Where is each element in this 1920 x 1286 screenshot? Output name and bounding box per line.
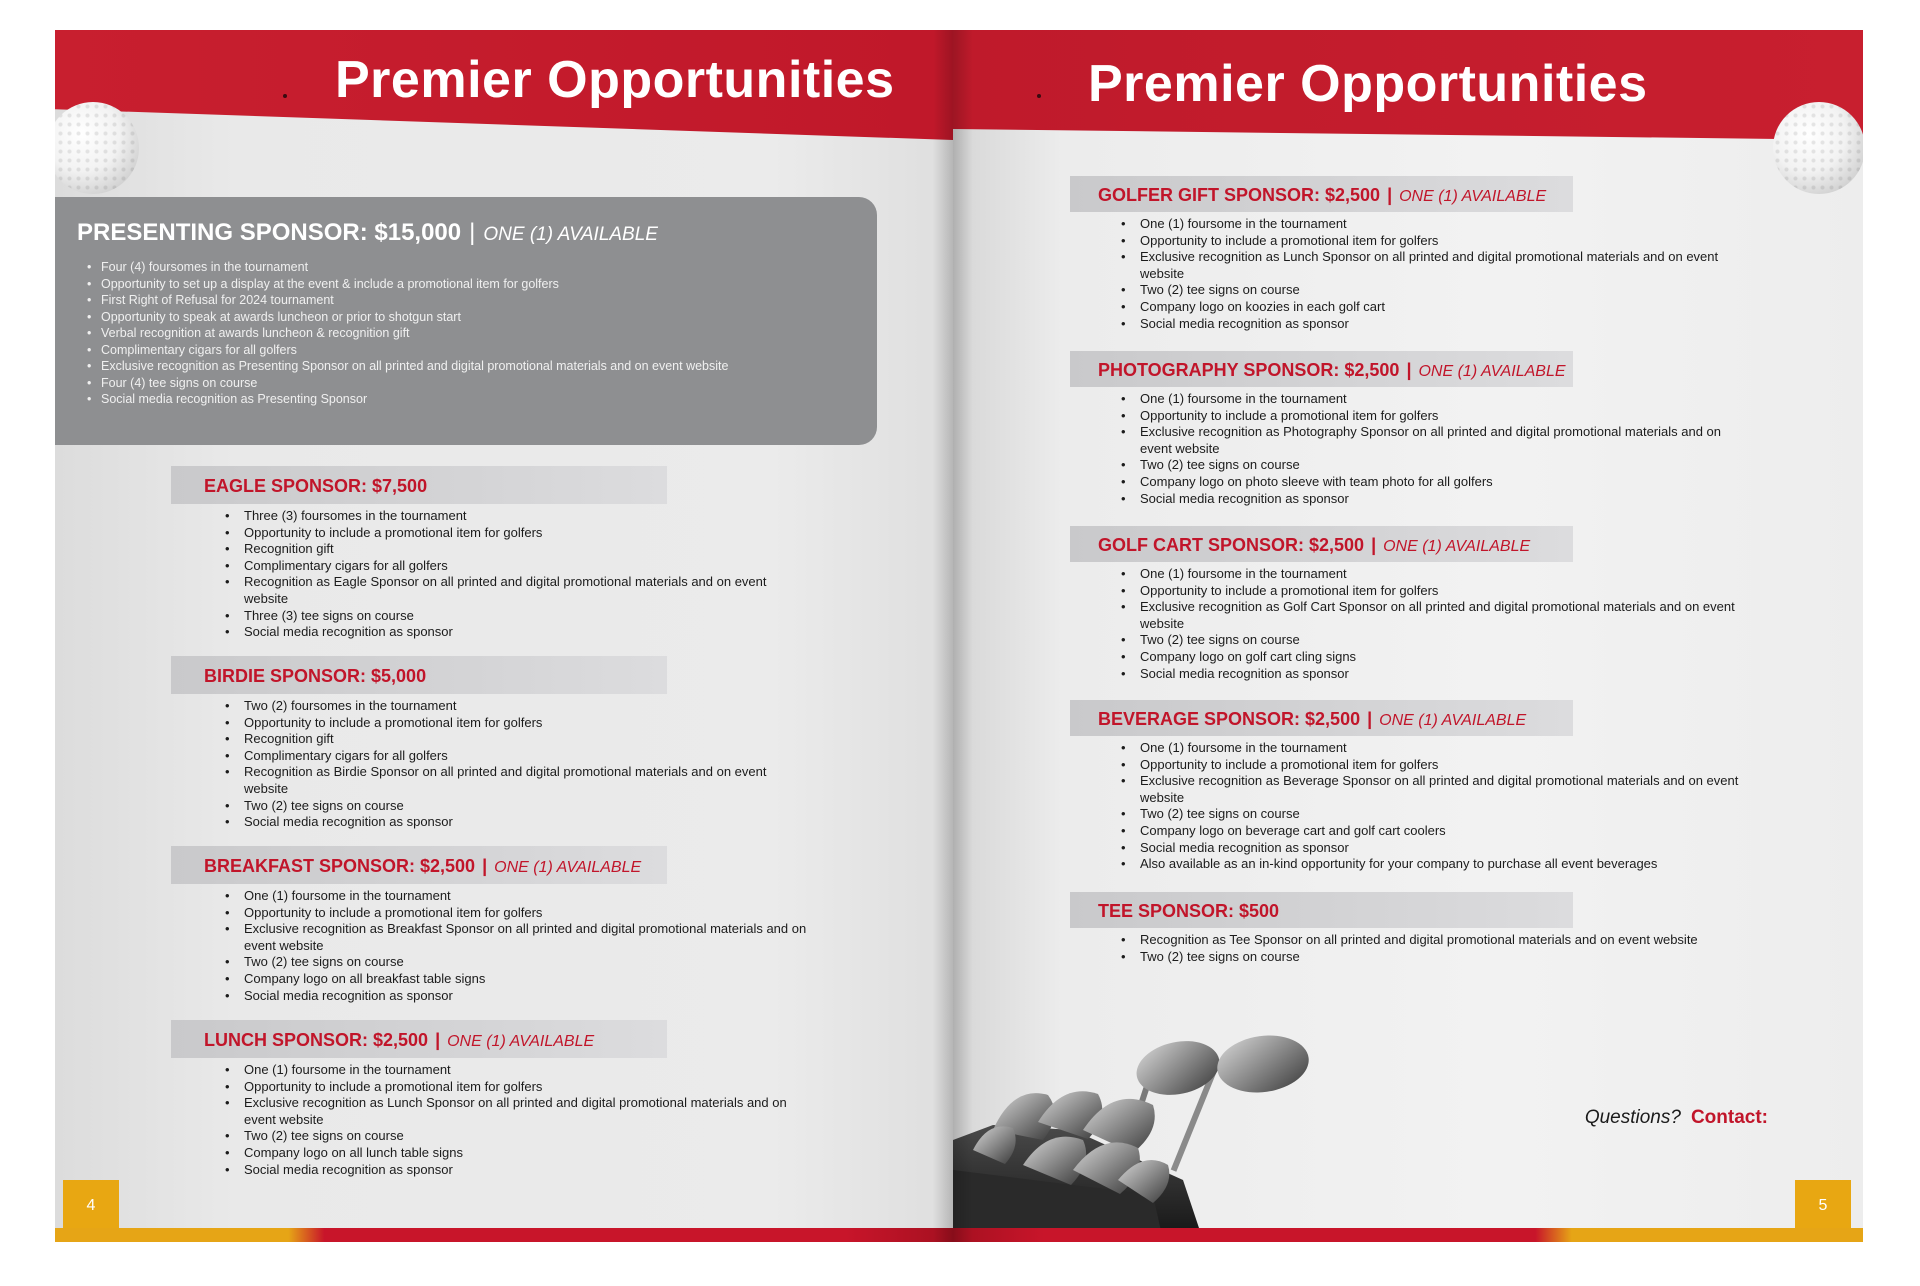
tier-title: LUNCH SPONSOR: $2,500 bbox=[204, 1030, 429, 1050]
list-item: • Social media recognition as Presenting Sponsor bbox=[101, 391, 821, 408]
tier-benefits-list bbox=[244, 888, 814, 1004]
list-item: • Three (3) foursomes in the tournament bbox=[244, 508, 814, 525]
list-item: • Social media recognition as sponsor bbox=[244, 988, 814, 1005]
list-item: • Social media recognition as sponsor bbox=[244, 814, 814, 831]
tier-heading bbox=[171, 656, 667, 694]
list-item: • Company logo on photo sleeve with team photo for all golfers bbox=[1140, 474, 1740, 491]
contact-label: Contact: bbox=[1690, 1107, 1768, 1128]
tier-title: GOLF CART SPONSOR: $2,500 bbox=[1098, 535, 1365, 555]
list-item: • Complimentary cigars for all golfers bbox=[244, 558, 814, 575]
list-item: • Company logo on golf cart cling signs bbox=[1140, 649, 1740, 666]
list-item: • Exclusive recognition as Photography Sponsor on all printed and digital promotional materials and on event website bbox=[1140, 424, 1740, 457]
list-item: • Two (2) tee signs on course bbox=[1140, 632, 1740, 649]
title-dot bbox=[1037, 94, 1041, 98]
list-item: • Company logo on all breakfast table signs bbox=[244, 971, 814, 988]
tier-eagle bbox=[171, 466, 814, 641]
list-item: • Exclusive recognition as Beverage Sponsor on all printed and digital promotional materials and on event website bbox=[1140, 773, 1740, 806]
list-item: • Opportunity to include a promotional item for golfers bbox=[244, 1079, 814, 1096]
list-item: • Two (2) tee signs on course bbox=[1140, 949, 1740, 966]
tier-title: PHOTOGRAPHY SPONSOR: $2,500 bbox=[1098, 360, 1400, 380]
golf-ball-icon bbox=[55, 102, 139, 194]
tier-benefits-list bbox=[1140, 740, 1740, 873]
separator: | bbox=[469, 219, 476, 246]
tier-benefits-list bbox=[1140, 566, 1740, 682]
title-dot bbox=[283, 94, 287, 98]
list-item: • Opportunity to speak at awards luncheon or prior to shotgun start bbox=[101, 309, 821, 326]
list-item: • Opportunity to include a promotional item for golfers bbox=[244, 715, 814, 732]
page-number: 4 bbox=[63, 1180, 119, 1235]
separator: | bbox=[1371, 535, 1377, 555]
list-item: • Recognition as Eagle Sponsor on all printed and digital promotional materials and on event website bbox=[244, 574, 814, 607]
list-item: • Opportunity to include a promotional item for golfers bbox=[244, 525, 814, 542]
tier-title: EAGLE SPONSOR: $7,500 bbox=[204, 476, 428, 496]
availability-label: ONE (1) AVAILABLE bbox=[1379, 712, 1527, 729]
list-item: • Social media recognition as sponsor bbox=[244, 1162, 814, 1179]
list-item: • Exclusive recognition as Golf Cart Sponsor on all printed and digital promotional materials and on event website bbox=[1140, 599, 1740, 632]
separator: | bbox=[435, 1030, 441, 1050]
list-item: • Exclusive recognition as Lunch Sponsor on all printed and digital promotional materials and on event website bbox=[1140, 249, 1740, 282]
list-item: • Two (2) tee signs on course bbox=[244, 954, 814, 971]
tier-benefits-list bbox=[244, 1062, 814, 1178]
tier-heading bbox=[171, 466, 667, 504]
list-item: • One (1) foursome in the tournament bbox=[244, 1062, 814, 1079]
tier-title: BREAKFAST SPONSOR: $2,500 bbox=[204, 856, 476, 876]
separator: | bbox=[1387, 185, 1393, 205]
tier-title: GOLFER GIFT SPONSOR: $2,500 bbox=[1098, 185, 1381, 205]
list-item: • One (1) foursome in the tournament bbox=[244, 888, 814, 905]
separator: | bbox=[482, 856, 488, 876]
list-item: • Exclusive recognition as Presenting Sponsor on all printed and digital promotional materials and on event website bbox=[101, 358, 821, 375]
list-item: • Exclusive recognition as Breakfast Sponsor on all printed and digital promotional materials and on event website bbox=[244, 921, 814, 954]
tier-beverage bbox=[1070, 700, 1740, 873]
list-item: • Two (2) tee signs on course bbox=[1140, 806, 1740, 823]
list-item: • Four (4) foursomes in the tournament bbox=[101, 259, 821, 276]
golf-clubs-image bbox=[953, 1030, 1383, 1240]
availability-label: ONE (1) AVAILABLE bbox=[494, 859, 642, 876]
left-page bbox=[55, 30, 953, 1242]
list-item: • Company logo on koozies in each golf cart bbox=[1140, 299, 1740, 316]
tier-heading bbox=[1070, 176, 1573, 212]
list-item: • Verbal recognition at awards luncheon & recognition gift bbox=[101, 325, 821, 342]
page-title: Premier Opportunities bbox=[335, 51, 895, 109]
questions-label: Questions? bbox=[1584, 1107, 1681, 1128]
contact-line bbox=[1585, 1107, 1768, 1129]
list-item: • Two (2) tee signs on course bbox=[244, 798, 814, 815]
presenting-title: PRESENTING SPONSOR: $15,000 bbox=[77, 219, 462, 246]
tier-birdie bbox=[171, 656, 814, 831]
list-item: • One (1) foursome in the tournament bbox=[1140, 216, 1740, 233]
tier-title: BEVERAGE SPONSOR: $2,500 bbox=[1098, 709, 1361, 729]
list-item: • One (1) foursome in the tournament bbox=[1140, 566, 1740, 583]
tier-breakfast bbox=[171, 846, 814, 1004]
tier-title: BIRDIE SPONSOR: $5,000 bbox=[204, 666, 427, 686]
list-item: • One (1) foursome in the tournament bbox=[1140, 391, 1740, 408]
tier-golfer-gift bbox=[1070, 176, 1740, 332]
list-item: • Company logo on beverage cart and golf cart coolers bbox=[1140, 823, 1740, 840]
footer-band bbox=[55, 1228, 953, 1242]
tier-heading bbox=[1070, 351, 1573, 387]
list-item: • Two (2) foursomes in the tournament bbox=[244, 698, 814, 715]
list-item: • Complimentary cigars for all golfers bbox=[244, 748, 814, 765]
list-item: • One (1) foursome in the tournament bbox=[1140, 740, 1740, 757]
list-item: • First Right of Refusal for 2024 tournament bbox=[101, 292, 821, 309]
tier-heading bbox=[171, 846, 667, 884]
list-item: • Social media recognition as sponsor bbox=[1140, 316, 1740, 333]
list-item: • Also available as an in-kind opportunity for your company to purchase all event beverages bbox=[1140, 856, 1740, 873]
availability-label: ONE (1) AVAILABLE bbox=[1399, 188, 1547, 205]
list-item: • Two (2) tee signs on course bbox=[1140, 457, 1740, 474]
separator: | bbox=[1367, 709, 1373, 729]
presenting-sponsor-box bbox=[55, 197, 877, 445]
separator: | bbox=[1406, 360, 1412, 380]
page-title: Premier Opportunities bbox=[1088, 55, 1648, 113]
tier-tee bbox=[1070, 892, 1740, 965]
tier-heading bbox=[1070, 892, 1573, 928]
list-item: • Four (4) tee signs on course bbox=[101, 375, 821, 392]
list-item: • Recognition as Tee Sponsor on all printed and digital promotional materials and on event website bbox=[1140, 932, 1740, 949]
tier-benefits-list bbox=[1140, 216, 1740, 332]
availability-label: ONE (1) AVAILABLE bbox=[1418, 363, 1566, 380]
list-item: • Opportunity to include a promotional item for golfers bbox=[244, 905, 814, 922]
list-item: • Company logo on all lunch table signs bbox=[244, 1145, 814, 1162]
tier-title: TEE SPONSOR: $500 bbox=[1098, 901, 1280, 921]
tier-benefits-list bbox=[1140, 932, 1740, 965]
availability-label: ONE (1) AVAILABLE bbox=[447, 1033, 595, 1050]
availability-label: ONE (1) AVAILABLE bbox=[483, 224, 658, 245]
tier-benefits-list bbox=[1140, 391, 1740, 507]
list-item: • Opportunity to include a promotional item for golfers bbox=[1140, 233, 1740, 250]
list-item: • Two (2) tee signs on course bbox=[1140, 282, 1740, 299]
availability-label: ONE (1) AVAILABLE bbox=[1383, 538, 1531, 555]
list-item: • Social media recognition as sponsor bbox=[1140, 840, 1740, 857]
page-number: 5 bbox=[1795, 1180, 1851, 1235]
list-item: • Opportunity to set up a display at the event & include a promotional item for golfers bbox=[101, 276, 821, 293]
tier-lunch bbox=[171, 1020, 814, 1178]
right-page bbox=[953, 30, 1863, 1242]
list-item: • Opportunity to include a promotional item for golfers bbox=[1140, 408, 1740, 425]
footer-band bbox=[953, 1228, 1863, 1242]
tier-heading bbox=[1070, 526, 1573, 562]
list-item: • Social media recognition as sponsor bbox=[1140, 666, 1740, 683]
presenting-benefits-list bbox=[101, 259, 821, 408]
tier-photography bbox=[1070, 351, 1740, 507]
presenting-heading bbox=[77, 219, 658, 247]
list-item: • Recognition gift bbox=[244, 541, 814, 558]
list-item: • Three (3) tee signs on course bbox=[244, 608, 814, 625]
list-item: • Exclusive recognition as Lunch Sponsor on all printed and digital promotional materials and on event website bbox=[244, 1095, 814, 1128]
tier-golf-cart bbox=[1070, 526, 1740, 682]
list-item: • Social media recognition as sponsor bbox=[244, 624, 814, 641]
tier-benefits-list bbox=[244, 508, 814, 641]
tier-heading bbox=[1070, 700, 1573, 736]
tier-heading bbox=[171, 1020, 667, 1058]
list-item: • Opportunity to include a promotional item for golfers bbox=[1140, 757, 1740, 774]
golf-ball-icon bbox=[1773, 102, 1863, 194]
list-item: • Social media recognition as sponsor bbox=[1140, 491, 1740, 508]
tier-benefits-list bbox=[244, 698, 814, 831]
list-item: • Opportunity to include a promotional item for golfers bbox=[1140, 583, 1740, 600]
list-item: • Recognition as Birdie Sponsor on all printed and digital promotional materials and on event website bbox=[244, 764, 814, 797]
list-item: • Two (2) tee signs on course bbox=[244, 1128, 814, 1145]
list-item: • Recognition gift bbox=[244, 731, 814, 748]
book-spine-shadow bbox=[933, 30, 973, 1242]
list-item: • Complimentary cigars for all golfers bbox=[101, 342, 821, 359]
